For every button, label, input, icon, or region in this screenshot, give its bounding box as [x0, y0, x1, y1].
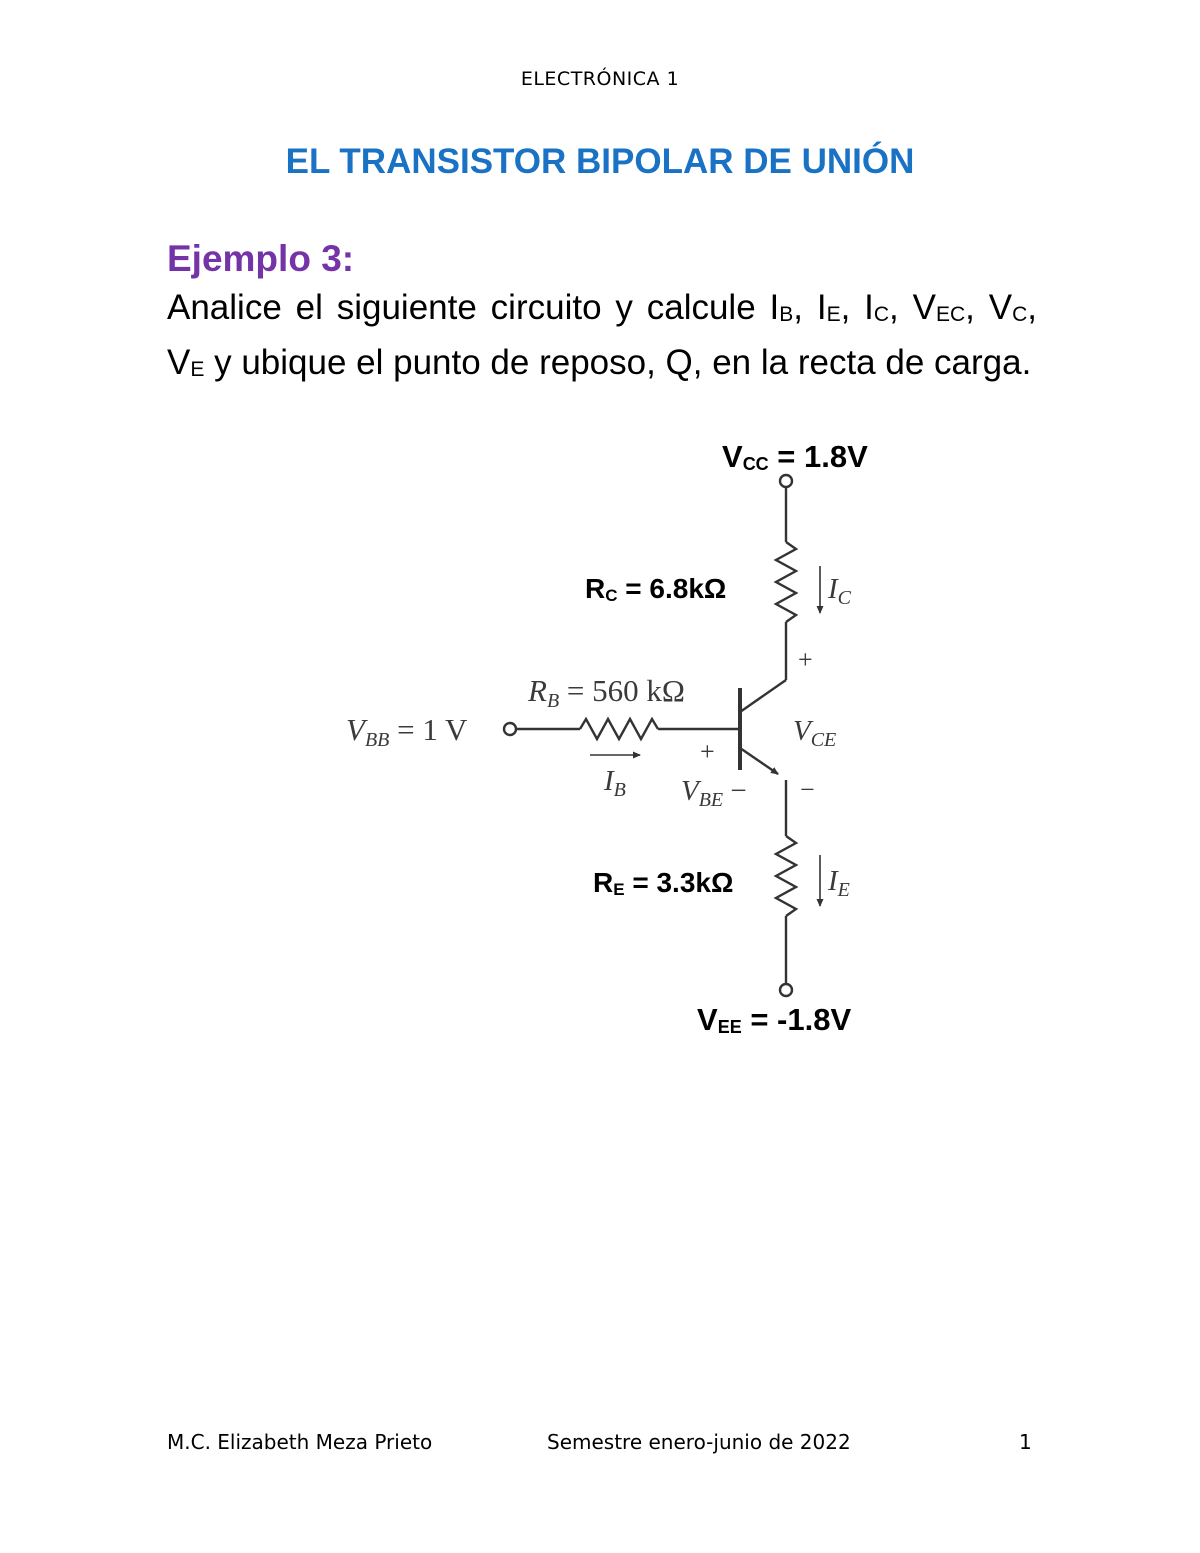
ve-subscript: E	[190, 358, 205, 381]
footer-semester: Semestre enero-junio de 2022	[547, 1430, 851, 1454]
vcc-terminal	[780, 475, 792, 487]
statement-text: , I	[793, 288, 827, 327]
vbb-label: VBB = 1 V	[346, 712, 468, 751]
re-resistor	[776, 836, 796, 916]
vec-subscript: EC	[935, 303, 966, 326]
collector-lead	[740, 680, 786, 712]
vce-minus-sign: −	[800, 775, 815, 804]
rc-label: RC = 6.8kΩ	[585, 573, 727, 605]
vbb-terminal	[504, 723, 516, 735]
ic-subscript: C	[873, 303, 890, 326]
statement-text: y ubique el punto de reposo, Q, en la recta de carga.	[204, 343, 1032, 382]
vbe-plus-sign: +	[700, 737, 715, 766]
ic-label: $I_C$	[828, 573, 852, 609]
footer-author: M.C. Elizabeth Meza Prieto	[167, 1430, 433, 1454]
vce-label: $V_{CE}$	[793, 715, 837, 751]
page-title: EL TRANSISTOR BIPOLAR DE UNIÓN	[285, 142, 915, 181]
vcc-label: VCC = 1.8V	[722, 439, 868, 474]
vbe-label: $V_{BE}$ −	[681, 775, 747, 811]
course-header: ELECTRÓNICA 1	[520, 68, 680, 90]
vc-subscript: C	[1012, 303, 1028, 326]
footer-page-number: 1	[1019, 1430, 1032, 1454]
emitter-lead	[740, 748, 778, 774]
vee-label: VEE = -1.8V	[697, 1002, 852, 1037]
statement-text: , V	[167, 288, 1037, 382]
statement-text: Analice el siguiente circuito y calcule I	[167, 288, 780, 327]
ie-subscript: E	[826, 303, 841, 326]
vee-terminal	[780, 984, 792, 996]
statement-text: , V	[965, 288, 1013, 327]
re-label: RE = 3.3kΩ	[593, 867, 734, 899]
rc-resistor	[776, 542, 796, 622]
rb-label: RB = 560 kΩ	[528, 673, 685, 712]
ib-label: $I_B$	[604, 765, 626, 801]
statement-text: , I	[840, 288, 874, 327]
ib-subscript: B	[779, 303, 794, 326]
example-label: Ejemplo 3:	[167, 238, 355, 279]
statement-text: , V	[889, 288, 936, 327]
vce-plus-sign: +	[798, 645, 813, 674]
rb-resistor	[580, 719, 658, 739]
ie-label: $I_E$	[828, 865, 850, 901]
